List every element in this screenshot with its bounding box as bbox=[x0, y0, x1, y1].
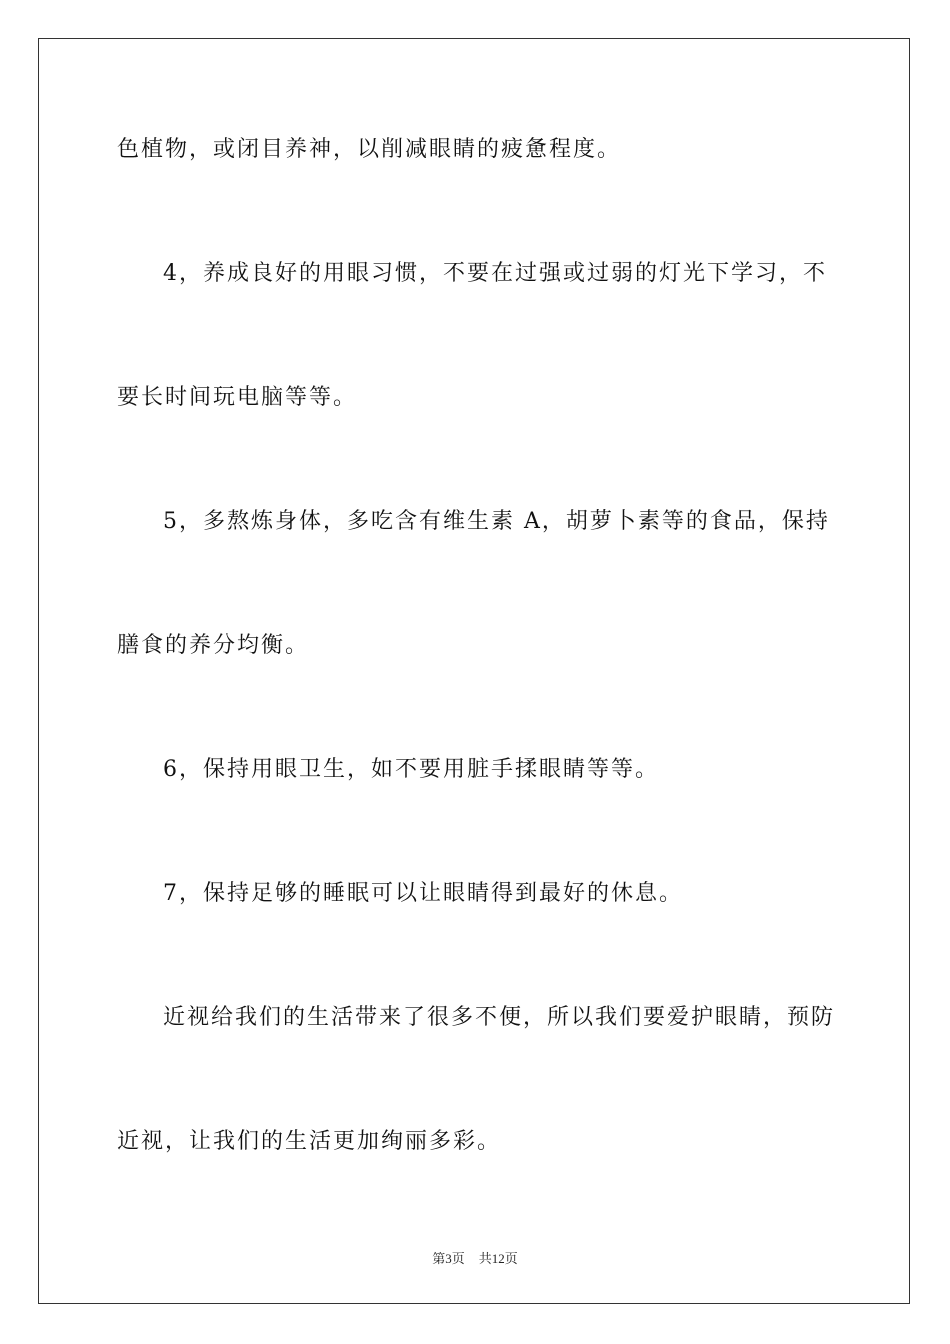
text-line-1: 色植物，或闭目养神，以削减眼睛的疲惫程度。 bbox=[117, 137, 622, 162]
text-line-5: 膳食的养分均衡。 bbox=[117, 633, 310, 658]
text-line-3: 要长时间玩电脑等等。 bbox=[117, 385, 358, 410]
page-border bbox=[38, 38, 910, 1304]
text-line-8: 近视给我们的生活带来了很多不便，所以我们要爱护眼睛，预防 bbox=[163, 1005, 836, 1030]
text-line-4: 5，多熬炼身体，多吃含有维生素 A，胡萝卜素等的食品，保持 bbox=[163, 509, 830, 534]
page-footer bbox=[0, 1248, 950, 1267]
text-line-2: 4，养成良好的用眼习惯，不要在过强或过弱的灯光下学习，不 bbox=[163, 261, 827, 286]
text-line-6: 6，保持用眼卫生，如不要用脏手揉眼睛等等。 bbox=[163, 757, 659, 782]
page-number: 第3页 bbox=[432, 1251, 465, 1266]
text-line-7: 7，保持足够的睡眠可以让眼睛得到最好的休息。 bbox=[163, 881, 683, 906]
page-total: 共12页 bbox=[478, 1251, 518, 1266]
text-line-9: 近视，让我们的生活更加绚丽多彩。 bbox=[117, 1129, 502, 1154]
